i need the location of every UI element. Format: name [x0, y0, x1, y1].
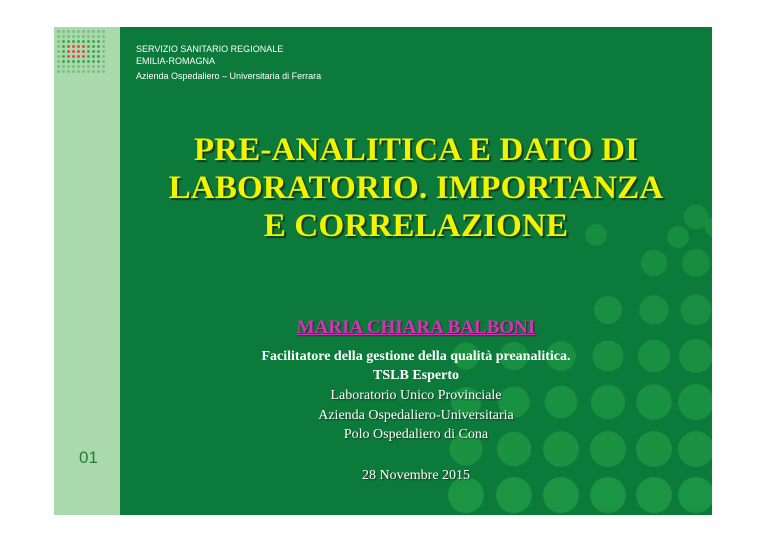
- logo-dot: [97, 40, 100, 43]
- logo-dot: [77, 40, 80, 43]
- header-line-2: EMILIA-ROMAGNA: [136, 56, 216, 66]
- logo-dot: [97, 35, 100, 38]
- logo-dot: [67, 45, 70, 48]
- logo-dot: [77, 30, 80, 33]
- slide: [54, 27, 712, 515]
- logo-dot: [102, 70, 105, 73]
- title-line-2: LABORATORIO. IMPORTANZA: [168, 170, 664, 206]
- logo-dot: [97, 45, 100, 48]
- author-role-1: Facilitatore della gestione della qualità preanalitica.: [261, 349, 571, 364]
- slide-number: 01: [79, 448, 98, 467]
- logo-dot: [82, 35, 85, 38]
- logo-dot: [62, 50, 65, 53]
- author-name: MARIA CHIARA BALBONI: [296, 317, 536, 338]
- logo-dot: [102, 30, 105, 33]
- logo-dot: [92, 55, 95, 58]
- logo-dot: [72, 35, 75, 38]
- logo-dot: [92, 65, 95, 68]
- author-role-2: TSLB Esperto: [373, 368, 459, 383]
- logo-dot: [72, 65, 75, 68]
- logo-dot: [57, 55, 60, 58]
- logo-dot: [62, 55, 65, 58]
- decorative-circle: [682, 249, 710, 277]
- logo-dot: [102, 40, 105, 43]
- logo-dot: [77, 45, 80, 48]
- organization-header: [136, 43, 321, 82]
- logo-dot: [62, 65, 65, 68]
- logo-dot: [97, 60, 100, 63]
- logo-dot: [67, 35, 70, 38]
- logo-dot: [92, 45, 95, 48]
- logo-dot: [57, 60, 60, 63]
- logo-dot: [72, 70, 75, 73]
- logo-dot: [62, 45, 65, 48]
- logo-dot: [67, 65, 70, 68]
- institution-line-1: Laboratorio Unico Provinciale: [330, 388, 502, 403]
- logo-dot: [67, 50, 70, 53]
- logo-dot: [97, 70, 100, 73]
- logo-dot: [72, 55, 75, 58]
- logo-dot: [82, 65, 85, 68]
- logo-dot: [92, 60, 95, 63]
- logo-dot: [102, 60, 105, 63]
- header-line-1: SERVIZIO SANITARIO REGIONALE: [136, 44, 284, 54]
- logo-dot: [62, 60, 65, 63]
- logo-dot: [67, 55, 70, 58]
- logo-dot: [97, 55, 100, 58]
- logo-dot: [57, 40, 60, 43]
- logo-dot: [82, 45, 85, 48]
- logo-dot: [102, 35, 105, 38]
- logo-dot: [77, 55, 80, 58]
- logo-dot: [87, 45, 90, 48]
- logo-dot: [72, 45, 75, 48]
- logo-dot: [57, 45, 60, 48]
- logo-dot: [102, 50, 105, 53]
- logo-dot: [72, 60, 75, 63]
- logo-dot: [67, 40, 70, 43]
- logo-dot: [72, 40, 75, 43]
- logo-dot: [57, 50, 60, 53]
- logo-dot: [77, 70, 80, 73]
- logo-dot: [57, 70, 60, 73]
- institution-line-2: Azienda Ospedaliero-Universitaria: [318, 408, 514, 423]
- presentation-date: 28 Novembre 2015: [361, 468, 471, 483]
- logo-dot: [87, 30, 90, 33]
- logo-dot: [87, 65, 90, 68]
- logo-dot: [62, 35, 65, 38]
- presentation-title: [120, 131, 712, 245]
- logo-dot: [62, 40, 65, 43]
- main-panel: [120, 27, 712, 515]
- title-line-1: PRE-ANALITICA E DATO DI: [193, 132, 639, 168]
- logo-dot: [97, 30, 100, 33]
- logo-dot: [82, 40, 85, 43]
- logo-dot: [62, 70, 65, 73]
- logo-dot: [57, 30, 60, 33]
- logo-dot: [102, 65, 105, 68]
- logo-dot: [87, 55, 90, 58]
- logo-dot: [92, 40, 95, 43]
- logo-dot: [97, 65, 100, 68]
- logo-dot: [102, 55, 105, 58]
- logo-dot: [102, 45, 105, 48]
- logo-dot: [67, 70, 70, 73]
- logo-dot: [72, 30, 75, 33]
- logo-dot: [77, 35, 80, 38]
- logo-dot: [92, 70, 95, 73]
- title-line-3: E CORRELAZIONE: [263, 208, 569, 244]
- logo-dot: [87, 40, 90, 43]
- logo-dot: [87, 35, 90, 38]
- logo-dot: [67, 60, 70, 63]
- left-sidebar: [54, 27, 120, 515]
- header-line-3: Azienda Ospedaliero – Universitaria di Ferrara: [136, 71, 322, 81]
- decorative-circle: [641, 250, 668, 277]
- logo-dot: [57, 65, 60, 68]
- logo-dot: [82, 50, 85, 53]
- logo-dot: [77, 65, 80, 68]
- institution-line-3: Polo Ospedaliero di Cona: [343, 427, 489, 442]
- logo-dot: [77, 50, 80, 53]
- logo-dot: [82, 60, 85, 63]
- logo-dot: [87, 60, 90, 63]
- logo-dot: [77, 60, 80, 63]
- logo-dot: [82, 55, 85, 58]
- logo-dot: [62, 30, 65, 33]
- logo-dot: [92, 30, 95, 33]
- logo-dot: [87, 50, 90, 53]
- logo-dot: [97, 50, 100, 53]
- logo-dot: [87, 70, 90, 73]
- logo-dot: [92, 50, 95, 53]
- logo-dot: [82, 30, 85, 33]
- logo-dot: [72, 50, 75, 53]
- logo-dot: [67, 30, 70, 33]
- logo-dot: [82, 70, 85, 73]
- logo-dot: [57, 35, 60, 38]
- logo-dot: [92, 35, 95, 38]
